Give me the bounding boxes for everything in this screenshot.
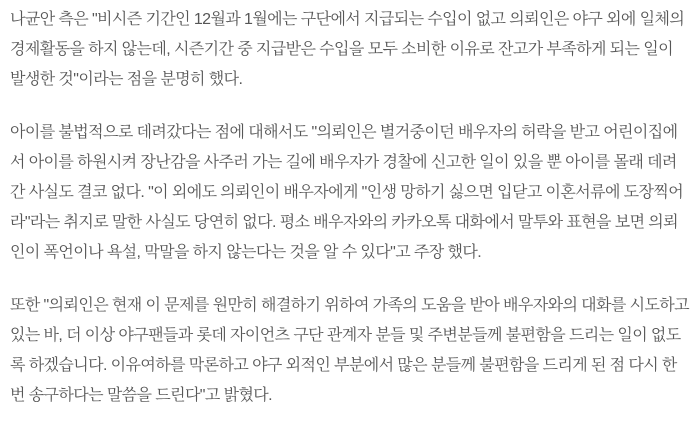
article-paragraph-2: 아이를 불법적으로 데려갔다는 점에 대해서도 "의뢰인은 별거중이던 배우자의 허락을 받고 어린이집에서 아이를 하원시켜 장난감을 사주러 가는 길에 배우자가 경찰에 신고한 일이 있을 뿐 아이를 몰래 데려간 사실도 결코 없다. "이 외에도 의뢰인이 배우자에게 "인생 망하기 싫으면 입닫고 이혼서류에 도장찍어라"라는 취지로 말한 사실도 당연히 없다. 평소 배우자와의 카카오톡 대화에서 말투와 표현을 보면 의뢰인이 폭언이나 욕설, 막말을 하지 않는다는 것을 알 수 있다"고 주장 했다. [10, 124, 684, 261]
article-paragraph-1: 나균안 측은 "비시즌 기간인 12월과 1월에는 구단에서 지급되는 수입이 없고 의뢰인은 야구 외에 일체의 경제활동을 하지 않는데, 시즌기간 중 지급받은 수입을 모두 소비한 이유로 잔고가 부족하게 되는 일이 발생한 것"이라는 점을 분명히 했다. [10, 11, 685, 88]
article-paragraph-3: 또한 "의뢰인은 현재 이 문제를 원만히 해결하기 위하여 가족의 도움을 받아 배우자와의 대화를 시도하고 있는 바, 더 이상 야구팬들과 롯데 자이언츠 구단 관계자 분들 및 주변분들께 불편함을 드리는 일이 없도록 하겠습니다. 이유여하를 막론하고 야구 외적인 부분에서 많은 분들께 불편함을 드리게 된 점 다시 한번 송구하다는 말씀을 드린다"고 밝혔다. [10, 297, 690, 404]
